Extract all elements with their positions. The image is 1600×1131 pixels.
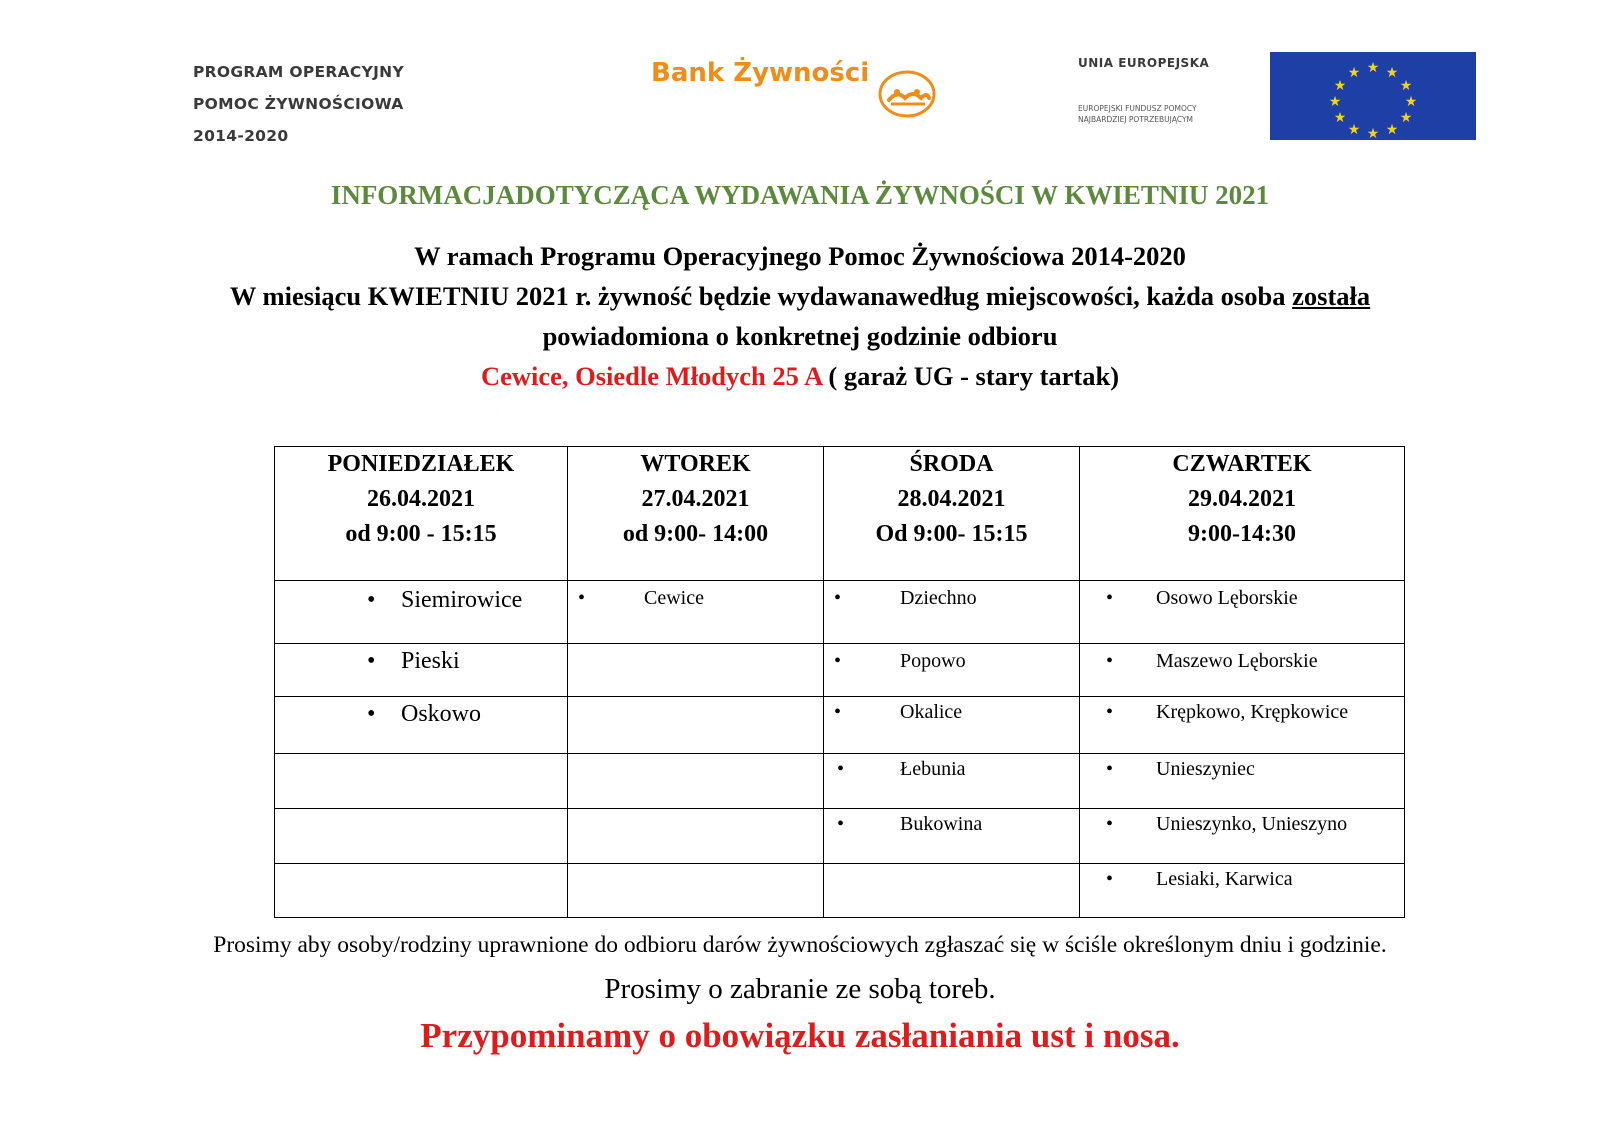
locality-name: Bukowina bbox=[900, 813, 983, 835]
table-cell bbox=[568, 581, 824, 644]
table-row bbox=[275, 697, 1405, 754]
locality-name: Maszewo Lęborskie bbox=[1156, 650, 1318, 672]
svg-text:★: ★ bbox=[1399, 78, 1413, 94]
bullet-icon: • bbox=[837, 813, 845, 835]
table-cell bbox=[568, 697, 824, 754]
table-cell bbox=[824, 644, 1080, 697]
intro-line-2-text: W miesiącu KWIETNIU 2021 r. żywność będzie wydawanawedług miejscowości, każda osoba bbox=[229, 281, 1293, 311]
schedule-header-row bbox=[275, 447, 1405, 581]
day-hours: od 9:00 - 15:15 bbox=[345, 521, 497, 547]
table-cell bbox=[1080, 581, 1405, 644]
table-cell bbox=[275, 809, 568, 864]
bullet-icon: • bbox=[834, 701, 842, 723]
bullet-icon: • bbox=[834, 650, 842, 672]
address-rest: ( garaż UG - stary tartak) bbox=[821, 361, 1120, 391]
day-header-wednesday bbox=[824, 447, 1080, 581]
svg-text:★: ★ bbox=[1366, 126, 1380, 140]
table-cell bbox=[824, 864, 1080, 918]
day-hours: 9:00-14:30 bbox=[1188, 521, 1296, 547]
bullet-icon: • bbox=[367, 701, 376, 727]
locality-name: Cewice bbox=[644, 587, 704, 609]
intro-line-1: W ramach Programu Operacyjnego Pomoc Żywnościowa 2014-2020 bbox=[414, 241, 1186, 271]
bank-zywnosci-logo-icon bbox=[875, 68, 947, 120]
svg-text:★: ★ bbox=[1399, 110, 1413, 126]
eu-subtitle bbox=[1078, 103, 1197, 125]
table-cell bbox=[1080, 754, 1405, 809]
locality-name: Popowo bbox=[900, 650, 966, 672]
day-date: 27.04.2021 bbox=[641, 486, 750, 512]
day-date: 29.04.2021 bbox=[1188, 486, 1296, 512]
table-cell bbox=[568, 809, 824, 864]
locality-name: Pieski bbox=[401, 648, 460, 674]
day-header-thursday bbox=[1080, 447, 1405, 581]
day-name: PONIEDZIAŁEK bbox=[327, 451, 515, 477]
table-cell bbox=[275, 697, 568, 754]
bullet-icon: • bbox=[578, 587, 586, 609]
svg-text:★: ★ bbox=[1385, 122, 1399, 138]
table-cell bbox=[568, 754, 824, 809]
table-cell bbox=[824, 809, 1080, 864]
intro-line-3: powiadomiona o konkretnej godzinie odbioru bbox=[542, 321, 1058, 351]
day-hours: Od 9:00- 15:15 bbox=[875, 521, 1028, 547]
day-name: CZWARTEK bbox=[1172, 451, 1312, 477]
table-cell bbox=[275, 644, 568, 697]
locality-name: Łebunia bbox=[900, 758, 966, 780]
locality-name: Dziechno bbox=[900, 587, 977, 609]
table-cell bbox=[275, 864, 568, 918]
intro-line-2 bbox=[0, 276, 1600, 316]
table-cell bbox=[1080, 864, 1405, 918]
note-registration: Prosimy aby osoby/rodziny uprawnione do odbioru darów żywnościowych zgłaszać się w ściśle określonym dniu i godzinie. bbox=[213, 932, 1387, 958]
bullet-icon: • bbox=[1106, 868, 1114, 890]
note-bags: Prosimy o zabranie ze sobą toreb. bbox=[604, 973, 996, 1005]
svg-text:★: ★ bbox=[1347, 65, 1361, 81]
day-date: 28.04.2021 bbox=[897, 486, 1006, 512]
bullet-icon: • bbox=[1106, 758, 1114, 780]
bullet-icon: • bbox=[837, 758, 845, 780]
bullet-icon: • bbox=[1106, 587, 1114, 609]
schedule-table bbox=[274, 446, 1405, 918]
locality-name: Krępkowo, Krępkowice bbox=[1156, 701, 1349, 723]
svg-text:★: ★ bbox=[1385, 65, 1399, 81]
table-cell bbox=[1080, 697, 1405, 754]
table-row bbox=[275, 809, 1405, 864]
locality-name: Okalice bbox=[900, 701, 963, 723]
table-cell bbox=[568, 644, 824, 697]
locality-name: Siemirowice bbox=[401, 587, 523, 613]
bullet-icon: • bbox=[834, 587, 842, 609]
locality-name: Osowo Lęborskie bbox=[1156, 587, 1298, 609]
table-cell bbox=[568, 864, 824, 918]
locality-name: Lesiaki, Karwica bbox=[1156, 868, 1293, 890]
day-name: WTOREK bbox=[640, 451, 751, 477]
program-line: PROGRAM OPERACYJNY bbox=[193, 63, 404, 81]
page-title: INFORMACJADOTYCZĄCA WYDAWANIA ŻYWNOŚCI W KWIETNIU 2021 bbox=[330, 180, 1270, 210]
table-cell bbox=[1080, 809, 1405, 864]
table-row bbox=[275, 754, 1405, 809]
intro-text bbox=[0, 236, 1600, 396]
bullet-icon: • bbox=[1106, 813, 1114, 835]
intro-line-2-underlined: została bbox=[1292, 281, 1371, 311]
svg-text:★: ★ bbox=[1333, 110, 1347, 126]
bullet-icon: • bbox=[1106, 701, 1114, 723]
eu-flag-icon bbox=[1270, 52, 1476, 140]
bank-zywnosci-name: Bank Żywności bbox=[651, 58, 870, 88]
locality-name: Unieszyniec bbox=[1156, 758, 1255, 780]
svg-text:★: ★ bbox=[1404, 94, 1418, 110]
day-header-monday bbox=[275, 447, 568, 581]
locality-name: Unieszynko, Unieszyno bbox=[1156, 813, 1348, 835]
address-red: Cewice, Osiedle Młodych 25 A bbox=[480, 361, 822, 391]
program-line: 2014-2020 bbox=[193, 127, 289, 145]
day-name: ŚRODA bbox=[909, 451, 994, 477]
bullet-icon: • bbox=[367, 587, 376, 613]
table-cell bbox=[275, 754, 568, 809]
table-cell bbox=[1080, 644, 1405, 697]
program-line: POMOC ŻYWNOŚCIOWA bbox=[193, 95, 404, 113]
svg-text:★: ★ bbox=[1333, 78, 1347, 94]
note-masks: Przypominamy o obowiązku zasłaniania ust i nosa. bbox=[420, 1016, 1180, 1055]
program-logo-text bbox=[193, 56, 404, 152]
svg-text:★: ★ bbox=[1366, 60, 1380, 76]
table-row bbox=[275, 864, 1405, 918]
eu-sub-line: NAJBARDZIEJ POTRZEBUJĄCYM bbox=[1078, 115, 1193, 124]
eu-sub-line: EUROPEJSKI FUNDUSZ POMOCY bbox=[1078, 104, 1197, 113]
table-cell bbox=[824, 581, 1080, 644]
bullet-icon: • bbox=[1106, 650, 1114, 672]
bullet-icon: • bbox=[367, 648, 376, 674]
table-cell bbox=[824, 754, 1080, 809]
table-row bbox=[275, 581, 1405, 644]
eu-title: UNIA EUROPEJSKA bbox=[1078, 56, 1210, 70]
day-date: 26.04.2021 bbox=[367, 486, 475, 512]
table-row bbox=[275, 644, 1405, 697]
table-cell bbox=[824, 697, 1080, 754]
address-line bbox=[0, 356, 1600, 396]
header bbox=[0, 0, 1600, 160]
svg-text:★: ★ bbox=[1328, 94, 1342, 110]
table-cell bbox=[275, 581, 568, 644]
locality-name: Oskowo bbox=[401, 701, 482, 727]
day-hours: od 9:00- 14:00 bbox=[622, 521, 769, 547]
svg-text:★: ★ bbox=[1347, 122, 1361, 138]
day-header-tuesday bbox=[568, 447, 824, 581]
